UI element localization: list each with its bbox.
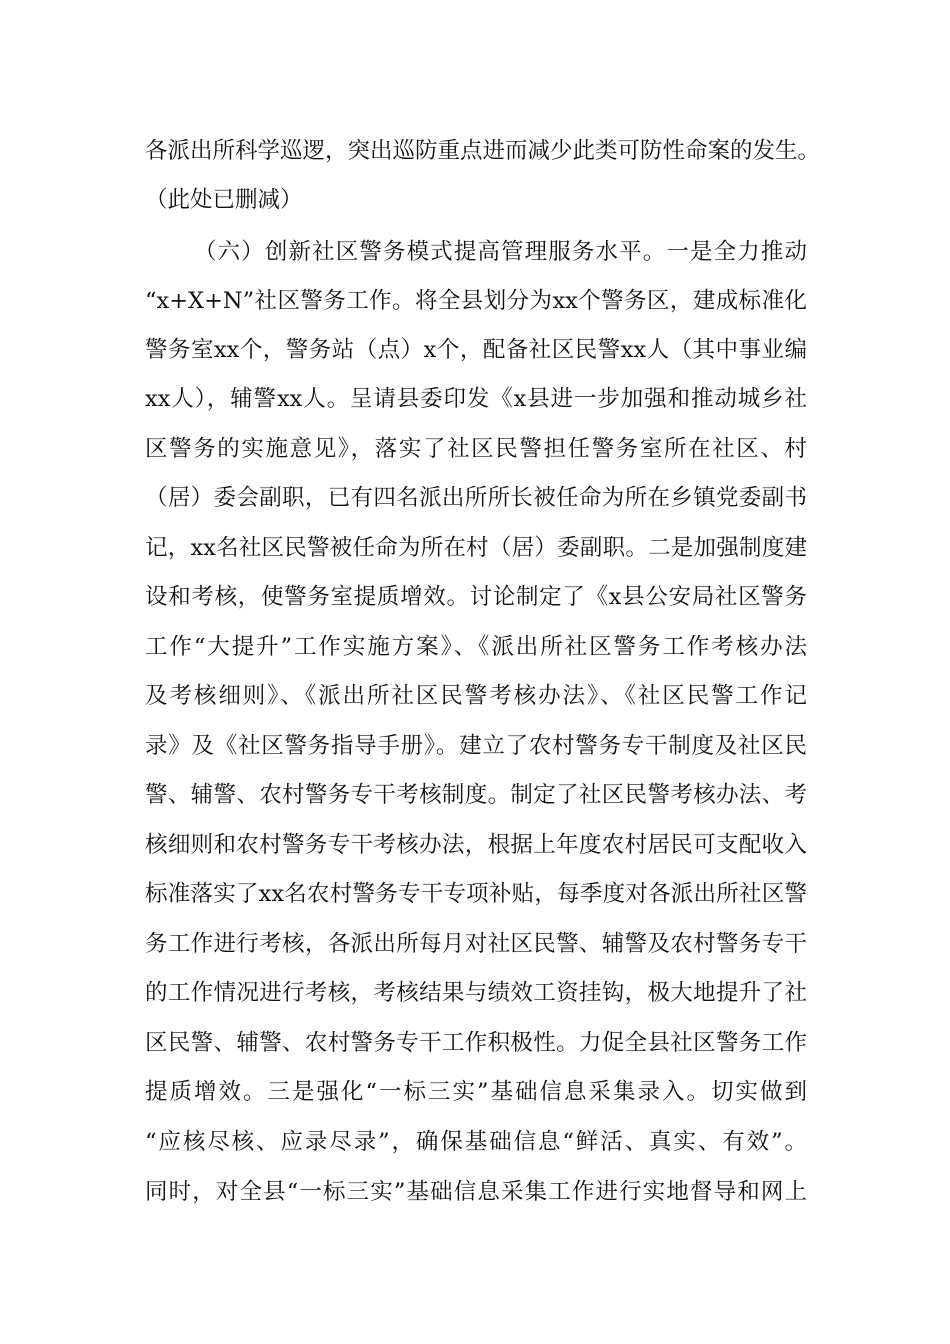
text-line: 录》及《社区警务指导手册》。建立了农村警务专干制度及社区民 xyxy=(145,733,807,759)
text-line: 各派出所科学巡逻，突出巡防重点进而减少此类可防性命案的发生。 xyxy=(145,138,821,164)
text-line: 核细则和农村警务专干考核办法，根据上年度农村居民可支配收入 xyxy=(145,832,807,858)
text-line: 同时，对全县“一标三实”基础信息采集工作进行实地督导和网上 xyxy=(145,1179,807,1205)
text-line: 设和考核，使警务室提质增效。讨论制定了《x县公安局社区警务 xyxy=(145,584,807,610)
text-line: 的工作情况进行考核，考核结果与绩效工资挂钩，极大地提升了社 xyxy=(145,980,807,1006)
text-line: xx人），辅警xx人。呈请县委印发《x县进一步加强和推动城乡社 xyxy=(145,386,807,412)
text-line: 务工作进行考核，各派出所每月对社区民警、辅警及农村警务专干 xyxy=(145,931,807,957)
text-line: 标准落实了xx名农村警务专干专项补贴，每季度对各派出所社区警 xyxy=(145,881,807,907)
text-line: 警、辅警、农村警务专干考核制度。制定了社区民警考核办法、考 xyxy=(145,782,807,808)
text-line: 记，xx名社区民警被任命为所在村（居）委副职。二是加强制度建 xyxy=(145,535,807,561)
text-line: 工作“大提升”工作实施方案》、《派出所社区警务工作考核办法 xyxy=(145,634,807,660)
text-line: （六）创新社区警务模式提高管理服务水平。一是全力推动 xyxy=(194,239,807,265)
text-line: 提质增效。三是强化“一标三实”基础信息采集录入。切实做到 xyxy=(145,1079,807,1105)
text-line: （居）委会副职，已有四名派出所所长被任命为所在乡镇党委副书 xyxy=(145,485,807,511)
text-line: 区警务的实施意见》，落实了社区民警担任警务室所在社区、村 xyxy=(145,436,807,462)
text-line: 及考核细则》、《派出所社区民警考核办法》、《社区民警工作记 xyxy=(145,683,807,709)
text-line: 区民警、辅警、农村警务专干工作积极性。力促全县社区警务工作 xyxy=(145,1030,807,1056)
text-line: “x+X+N”社区警务工作。将全县划分为xx个警务区，建成标准化 xyxy=(145,288,807,314)
text-line: 警务室xx个，警务站（点）x个，配备社区民警xx人（其中事业编 xyxy=(145,337,807,363)
text-line: （此处已删减） xyxy=(145,187,303,213)
text-line: “应核尽核、应录尽录”，确保基础信息“鲜活、真实、有效”。 xyxy=(145,1129,807,1155)
